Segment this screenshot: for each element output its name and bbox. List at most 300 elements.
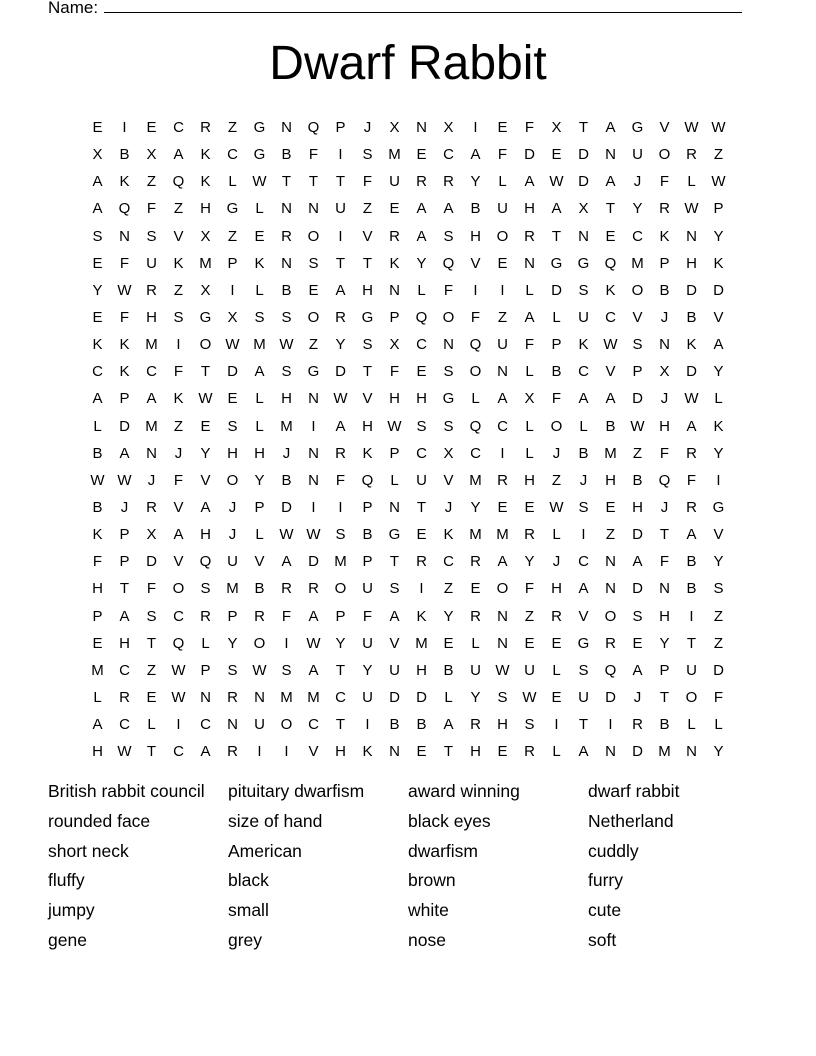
grid-letter: L <box>390 471 399 489</box>
grid-letter: Q <box>361 471 374 489</box>
grid-letter: F <box>119 254 130 272</box>
name-field[interactable] <box>48 0 742 19</box>
grid-letter: I <box>176 716 181 734</box>
grid-letter: T <box>335 661 346 679</box>
grid-letter: I <box>419 580 424 598</box>
grid-letter: Q <box>442 254 455 272</box>
grid-letter: N <box>281 119 292 136</box>
grid-letter: H <box>281 390 292 408</box>
grid-letter: N <box>308 444 319 462</box>
grid-letter: V <box>362 227 373 245</box>
grid-letter: P <box>227 607 238 625</box>
grid-letter: I <box>500 444 505 462</box>
grid-letter: R <box>416 553 427 571</box>
grid-letter: W <box>117 471 132 489</box>
grid-letter: L <box>552 308 561 326</box>
grid-letter: Z <box>173 281 184 299</box>
grid-letter: P <box>227 254 238 272</box>
grid-letter: Z <box>362 200 373 218</box>
grid-letter: F <box>362 607 373 625</box>
grid-letter: Y <box>713 743 724 761</box>
grid-letter: H <box>497 716 508 734</box>
grid-letter: A <box>200 743 211 761</box>
grid-letter: T <box>578 119 589 136</box>
grid-letter: U <box>578 308 589 326</box>
grid-letter: S <box>335 526 346 544</box>
grid-letter: I <box>311 417 316 435</box>
grid-letter: O <box>253 634 266 652</box>
grid-letter: O <box>307 227 320 245</box>
grid-letter: H <box>659 607 670 625</box>
name-underline[interactable] <box>104 0 742 13</box>
grid-letter: C <box>227 146 238 164</box>
grid-letter: Z <box>308 336 319 354</box>
grid-letter: X <box>443 119 454 136</box>
grid-letter: F <box>524 336 535 354</box>
grid-letter: L <box>471 634 480 652</box>
grid-letter: U <box>497 200 508 218</box>
grid-letter: K <box>200 146 211 164</box>
grid-letter: K <box>605 281 616 299</box>
grid-letter: Q <box>604 254 617 272</box>
grid-letter: S <box>443 417 454 435</box>
word-list-item: jumpy <box>48 900 95 921</box>
grid-letter: C <box>146 363 157 381</box>
grid-letter: N <box>389 281 400 299</box>
grid-letter: W <box>684 119 699 136</box>
grid-letter: J <box>660 498 669 516</box>
grid-letter: C <box>470 444 481 462</box>
grid-letter: K <box>173 254 184 272</box>
grid-letter: M <box>253 336 266 354</box>
word-list-item: cuddly <box>588 840 639 861</box>
grid-letter: U <box>335 200 346 218</box>
grid-letter: B <box>470 200 481 218</box>
grid-letter: C <box>92 363 103 381</box>
grid-letter: R <box>497 471 508 489</box>
grid-letter: X <box>443 444 454 462</box>
grid-letter: S <box>227 417 238 435</box>
grid-letter: F <box>119 308 130 326</box>
grid-letter: K <box>119 363 130 381</box>
grid-letter: O <box>280 716 293 734</box>
grid-letter: Q <box>118 200 131 218</box>
grid-letter: D <box>713 281 724 299</box>
grid-letter: E <box>524 634 535 652</box>
grid-letter: E <box>416 743 427 761</box>
grid-letter: H <box>470 227 481 245</box>
grid-letter: H <box>416 661 427 679</box>
grid-letter: I <box>365 716 370 734</box>
grid-letter: I <box>473 281 478 299</box>
grid-letter: J <box>552 444 561 462</box>
grid-letter: W <box>306 634 321 652</box>
grid-letter: L <box>255 281 264 299</box>
grid-letter: N <box>497 634 508 652</box>
grid-letter: S <box>146 607 157 625</box>
grid-letter: I <box>716 471 721 489</box>
grid-letter: N <box>389 743 400 761</box>
grid-letter: A <box>281 553 292 571</box>
grid-letter: G <box>442 390 455 408</box>
grid-letter: T <box>443 743 454 761</box>
grid-letter: N <box>497 363 508 381</box>
grid-letter: N <box>227 716 238 734</box>
grid-letter: V <box>200 471 211 489</box>
word-list-item: rounded face <box>48 810 151 831</box>
grid-letter: T <box>551 227 562 245</box>
grid-letter: Z <box>713 634 724 652</box>
grid-letter: G <box>307 363 320 381</box>
grid-letter: I <box>608 716 613 734</box>
grid-letter: U <box>389 661 400 679</box>
grid-letter: A <box>416 227 427 245</box>
grid-letter: G <box>253 146 266 164</box>
grid-letter: B <box>443 661 454 679</box>
grid-letter: F <box>281 607 292 625</box>
grid-letter: N <box>686 227 697 245</box>
grid-letter: O <box>496 580 509 598</box>
grid-letter: A <box>605 390 616 408</box>
grid-letter: F <box>659 173 670 191</box>
grid-letter: F <box>173 363 184 381</box>
grid-letter: E <box>497 254 508 272</box>
grid-letter: Z <box>551 471 562 489</box>
grid-letter: R <box>686 444 697 462</box>
grid-letter: V <box>632 308 643 326</box>
grid-letter: H <box>200 526 211 544</box>
grid-letter: E <box>470 580 481 598</box>
grid-letter: W <box>252 661 267 679</box>
grid-letter: X <box>200 281 211 299</box>
grid-letter: R <box>470 553 481 571</box>
word-list-item: black eyes <box>408 810 491 831</box>
grid-letter: T <box>335 716 346 734</box>
grid-letter: V <box>173 498 184 516</box>
grid-letter: L <box>552 526 561 544</box>
grid-letter: W <box>306 526 321 544</box>
grid-letter: L <box>417 281 426 299</box>
grid-letter: A <box>443 200 454 218</box>
grid-letter: F <box>659 444 670 462</box>
grid-letter: X <box>578 200 589 218</box>
grid-letter: S <box>443 363 454 381</box>
grid-letter: F <box>524 119 535 136</box>
grid-letter: N <box>605 553 616 571</box>
grid-letter: Z <box>173 200 184 218</box>
word-list-item: small <box>228 900 269 921</box>
grid-letter: B <box>362 526 373 544</box>
grid-letter: E <box>632 634 643 652</box>
grid-letter: D <box>632 743 643 761</box>
grid-letter: H <box>632 498 643 516</box>
grid-letter: P <box>119 526 130 544</box>
grid-letter: B <box>254 580 265 598</box>
grid-letter: D <box>578 146 589 164</box>
grid-letter: H <box>524 471 535 489</box>
grid-letter: P <box>389 308 400 326</box>
grid-letter: Z <box>227 227 238 245</box>
grid-letter: A <box>335 281 346 299</box>
grid-letter: Y <box>416 254 427 272</box>
grid-letter: B <box>632 471 643 489</box>
grid-letter: Y <box>713 553 724 571</box>
grid-letter: A <box>551 200 562 218</box>
grid-letter: H <box>551 580 562 598</box>
grid-letter: N <box>605 743 616 761</box>
grid-letter: Z <box>605 526 616 544</box>
grid-letter: F <box>146 200 157 218</box>
grid-letter: Z <box>146 661 157 679</box>
grid-letter: F <box>92 553 103 571</box>
grid-letter: I <box>338 146 343 164</box>
grid-letter: H <box>389 390 400 408</box>
grid-letter: Q <box>307 119 320 136</box>
grid-letter: F <box>362 173 373 191</box>
grid-letter: H <box>686 254 697 272</box>
grid-letter: H <box>659 417 670 435</box>
grid-letter: I <box>122 119 127 136</box>
grid-letter: U <box>362 688 373 706</box>
grid-letter: E <box>92 119 103 136</box>
grid-letter: S <box>578 498 589 516</box>
grid-letter: W <box>198 390 213 408</box>
grid-letter: S <box>281 363 292 381</box>
grid-letter: L <box>552 743 561 761</box>
grid-letter: T <box>416 498 427 516</box>
grid-letter: V <box>443 471 454 489</box>
word-list-item: short neck <box>48 840 129 861</box>
grid-letter: M <box>280 688 293 706</box>
grid-letter: Y <box>443 607 454 625</box>
grid-letter: F <box>551 390 562 408</box>
grid-letter: X <box>524 390 535 408</box>
grid-letter: I <box>257 743 262 761</box>
grid-letter: R <box>686 498 697 516</box>
grid-letter: J <box>228 526 237 544</box>
grid-letter: J <box>444 498 453 516</box>
grid-letter: W <box>279 336 294 354</box>
grid-letter: L <box>255 526 264 544</box>
grid-letter: K <box>578 336 589 354</box>
grid-letter: E <box>200 417 211 435</box>
grid-letter: S <box>281 308 292 326</box>
grid-letter: K <box>173 390 184 408</box>
grid-letter: H <box>92 580 103 598</box>
grid-letter: D <box>686 363 697 381</box>
grid-letter: Q <box>199 553 212 571</box>
grid-letter: G <box>253 119 266 136</box>
grid-letter: E <box>524 498 535 516</box>
grid-letter: L <box>444 688 453 706</box>
grid-letter: I <box>338 227 343 245</box>
grid-letter: M <box>334 553 347 571</box>
grid-letter: O <box>496 227 509 245</box>
grid-letter: C <box>443 553 454 571</box>
grid-letter: G <box>577 634 590 652</box>
grid-letter: D <box>632 390 643 408</box>
grid-letter: B <box>605 417 616 435</box>
grid-letter: S <box>389 580 400 598</box>
grid-letter: Z <box>713 146 724 164</box>
grid-letter: D <box>146 553 157 571</box>
grid-letter: V <box>362 390 373 408</box>
grid-letter: L <box>255 417 264 435</box>
grid-letter: P <box>389 444 400 462</box>
grid-letter: C <box>605 308 616 326</box>
grid-letter: Y <box>713 363 724 381</box>
grid-letter: X <box>389 119 400 136</box>
grid-letter: L <box>228 173 237 191</box>
grid-letter: M <box>469 471 482 489</box>
grid-letter: N <box>308 390 319 408</box>
grid-letter: N <box>308 471 319 489</box>
word-list-item: grey <box>228 929 263 950</box>
grid-letter: C <box>578 553 589 571</box>
grid-letter: R <box>200 119 211 136</box>
grid-letter: E <box>416 146 427 164</box>
grid-letter: N <box>281 254 292 272</box>
grid-letter: F <box>713 688 724 706</box>
grid-letter: Q <box>469 336 482 354</box>
word-list-item: fluffy <box>48 870 85 891</box>
grid-letter: H <box>470 743 481 761</box>
grid-letter: Z <box>443 580 454 598</box>
grid-letter: A <box>200 498 211 516</box>
grid-letter: R <box>281 580 292 598</box>
grid-letter: W <box>90 471 105 489</box>
grid-letter: L <box>687 173 696 191</box>
grid-letter: V <box>389 634 400 652</box>
word-list-item: brown <box>408 870 456 891</box>
page-title: Dwarf Rabbit <box>269 37 547 90</box>
grid-letter: D <box>578 173 589 191</box>
grid-letter: R <box>416 173 427 191</box>
grid-letter: D <box>524 146 535 164</box>
grid-letter: R <box>443 173 454 191</box>
grid-letter: E <box>146 688 157 706</box>
grid-letter: D <box>686 281 697 299</box>
grid-letter: U <box>578 688 589 706</box>
grid-letter: C <box>173 607 184 625</box>
word-list-item: British rabbit council <box>48 781 205 801</box>
grid-letter: P <box>200 661 211 679</box>
word-list-item: cute <box>588 900 622 921</box>
grid-letter: F <box>389 363 400 381</box>
grid-letter: M <box>496 526 509 544</box>
grid-letter: T <box>335 254 346 272</box>
grid-letter: I <box>581 526 586 544</box>
grid-letter: T <box>335 173 346 191</box>
grid-letter: R <box>470 716 481 734</box>
grid-letter: W <box>225 336 240 354</box>
grid-letter: A <box>497 553 508 571</box>
grid-letter: J <box>120 498 129 516</box>
grid-letter: K <box>362 444 373 462</box>
grid-letter: O <box>334 580 347 598</box>
grid-letter: A <box>713 336 724 354</box>
grid-letter: F <box>497 146 508 164</box>
grid-letter: L <box>552 661 561 679</box>
grid-letter: A <box>578 390 589 408</box>
grid-letter: F <box>146 580 157 598</box>
grid-letter: Y <box>470 498 481 516</box>
grid-letter: I <box>311 498 316 516</box>
grid-letter: Z <box>524 607 535 625</box>
grid-letter: C <box>578 363 589 381</box>
grid-letter: S <box>632 607 643 625</box>
grid-letter: U <box>227 553 238 571</box>
grid-letter: Q <box>658 471 671 489</box>
grid-letter: W <box>117 281 132 299</box>
grid-letter: Y <box>200 444 211 462</box>
grid-letter: E <box>92 308 103 326</box>
grid-letter: Q <box>172 173 185 191</box>
grid-letter: H <box>362 417 373 435</box>
grid-letter: J <box>228 498 237 516</box>
grid-letter: K <box>119 173 130 191</box>
grid-letter: A <box>632 661 643 679</box>
grid-letter: H <box>227 444 238 462</box>
grid-letter: S <box>227 661 238 679</box>
grid-letter: S <box>281 661 292 679</box>
grid-letter: B <box>92 498 103 516</box>
grid-letter: B <box>119 146 130 164</box>
grid-letter: J <box>633 688 642 706</box>
grid-letter: L <box>714 716 723 734</box>
grid-letter: T <box>389 553 400 571</box>
grid-letter: W <box>252 173 267 191</box>
grid-letter: P <box>119 553 130 571</box>
word-list-item: furry <box>588 870 623 891</box>
grid-letter: R <box>335 308 346 326</box>
grid-letter: O <box>604 607 617 625</box>
grid-letter: A <box>497 390 508 408</box>
grid-letter: K <box>443 526 454 544</box>
grid-letter: P <box>335 607 346 625</box>
grid-letter: S <box>92 227 103 245</box>
grid-letter: B <box>281 471 292 489</box>
grid-letter: E <box>146 119 157 136</box>
grid-letter: J <box>660 308 669 326</box>
grid-letter: Z <box>146 173 157 191</box>
letter-grid <box>84 114 732 765</box>
grid-letter: O <box>442 308 455 326</box>
grid-letter: C <box>416 336 427 354</box>
grid-letter: Y <box>227 634 238 652</box>
grid-letter: O <box>226 471 239 489</box>
grid-letter: H <box>119 634 130 652</box>
grid-letter: A <box>605 173 616 191</box>
grid-letter: R <box>551 607 562 625</box>
grid-letter: L <box>93 417 102 435</box>
grid-letter: B <box>389 716 400 734</box>
grid-letter: M <box>280 417 293 435</box>
grid-letter: W <box>387 417 402 435</box>
grid-letter: J <box>633 173 642 191</box>
grid-letter: L <box>471 390 480 408</box>
grid-letter: T <box>308 173 319 191</box>
grid-letter: A <box>254 363 265 381</box>
grid-letter: B <box>416 716 427 734</box>
grid-letter: F <box>524 580 535 598</box>
grid-letter: C <box>308 716 319 734</box>
grid-letter: T <box>686 634 697 652</box>
grid-letter: B <box>578 444 589 462</box>
grid-letter: E <box>551 634 562 652</box>
grid-letter: A <box>92 716 103 734</box>
grid-letter: T <box>119 580 130 598</box>
